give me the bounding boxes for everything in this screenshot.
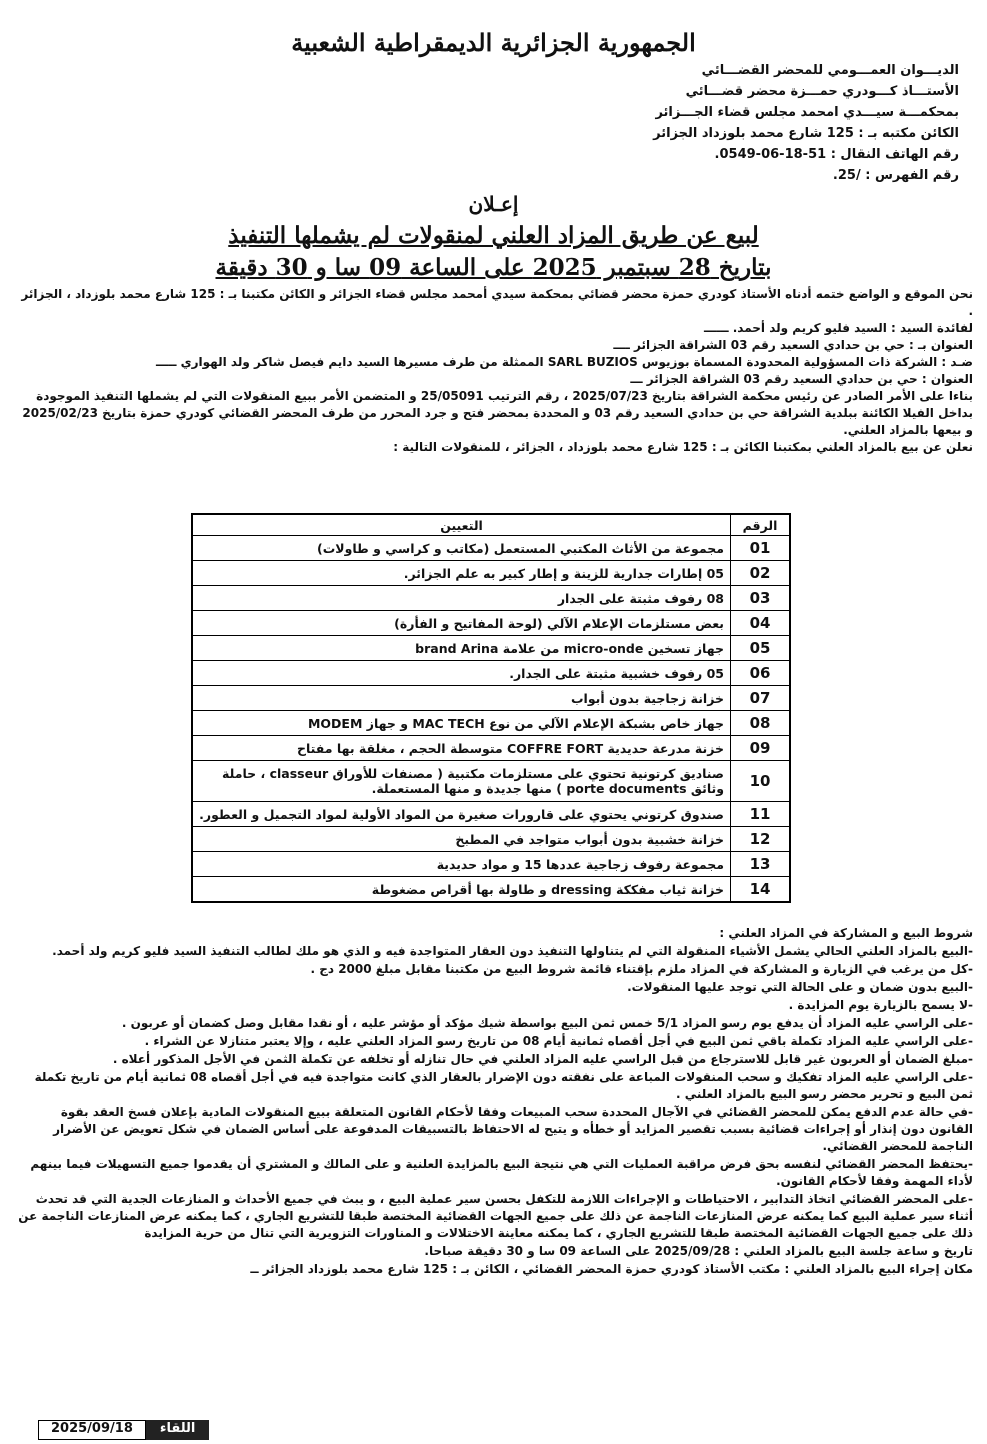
header-line: رقم الهاتف النقال : 51-18-06-0549.: [714, 147, 959, 162]
item-number: 13: [731, 852, 791, 877]
sale-conditions: [14, 925, 973, 1279]
item-number: 11: [731, 802, 791, 827]
condition-line: -يحتفظ المحضر القضائي لنفسه بحق فرض مراقبة العمليات التي هي نتيجة البيع بالمزايدة العلنية و على المالك و المشتري أن يقدموا جميع التسهيلات فيما بينهم لأداء المهمة وفقا لأحكام القانون.: [30, 1157, 973, 1188]
condition-line: -على الراسي عليه المزاد تفكيك و سحب المنقولات المباعة على نفقته دون الإضرار بالعقار الذي كانت متواجدة فيه في أجل أقصاه 08 ثمانية أيام من تاريخ تكملة ثمن البيع و تحرير محضر رسو البيع بالمزاد العلني .: [34, 1070, 973, 1101]
notice-title-line2: بتاريخ 28 سبتمبر 2025 على الساعة 09 سا و 30 دقيقة: [215, 254, 772, 281]
item-description: خزانة زجاجية بدون أبواب: [192, 686, 731, 711]
item-description: خزنة مدرعة حديدية COFFRE FORT متوسطة الحجم ، مغلقة بها مفتاح: [192, 736, 731, 761]
header-line: الأستـــاذ كـــودري حمـــزة محضر قضـــائي: [685, 84, 959, 99]
intro-line: ضـد : الشركة ذات المسؤولية المحدودة المسماة بوزيوس SARL BUZIOS الممثلة من طرف مسيرها السيد دايم فيصل شاكر ولد الهواري ـــــ: [155, 355, 973, 369]
newspaper-name: اللقاء: [146, 1420, 210, 1440]
condition-line: -في حالة عدم الدفع يمكن للمحضر القضائي في الآجال المحددة سحب المبيعات وفقا لأحكام القانون المتعلقة ببيع المنقولات المادية بإعلان فسخ العقد بقوة القانون دون إنذار أو إجراءات قضائية بسبب تقصير المزايد أو خطأه و يتيح له الاحتفاظ بالتسبيقات المدفوعة على أساس الضمان في شكل تعويض عن الأضرار الناجمة للمحضر القضائي.: [53, 1105, 973, 1153]
item-number: 12: [731, 827, 791, 852]
item-number: 03: [731, 586, 791, 611]
header-line: الكائن مكتبه بـ : 125 شارع محمد بلوزداد الجزائر: [653, 126, 959, 141]
table-header-row: [192, 514, 790, 536]
item-number: 05: [731, 636, 791, 661]
header-line: رقم الفهرس : /25.: [832, 168, 959, 183]
intro-line: العنوان : حي بن حدادي السعيد رقم 03 الشراقة الجزائر ـــ: [630, 372, 973, 386]
table-row: [192, 711, 790, 736]
sale-datetime: تاريخ و ساعة جلسة البيع بالمزاد العلني : 2025/09/28 على الساعة 09 سا و 30 دقيقة صباحا.: [424, 1244, 973, 1258]
condition-line: -البيع بدون ضمان و على الحالة التي توجد عليها المنقولات.: [627, 980, 973, 994]
table-row: [192, 827, 790, 852]
table-row: [192, 852, 790, 877]
intro-line: نعلن عن بيع بالمزاد العلني بمكتبنا الكائن بـ : 125 شارع محمد بلوزداد ، الجزائر ، للمنقولات التالية :: [393, 440, 973, 454]
notice-title-line1: لبيع عن طريق المزاد العلني لمنقولات لم يشملها التنفيذ: [228, 222, 759, 249]
condition-line: -كل من يرغب في الزيارة و المشاركة في المزاد ملزم بإقتناء قائمة شروط البيع من مكتبنا مقابل مبلغ 2000 دج .: [310, 962, 973, 976]
table-row: [192, 636, 790, 661]
header-line: الديـــوان العمـــومي للمحضر القضـــائي: [701, 63, 959, 78]
item-number: 01: [731, 536, 791, 561]
table-row: [192, 877, 790, 903]
table-row: [192, 561, 790, 586]
intro-paragraphs: [14, 286, 973, 456]
republic-title: الجمهورية الجزائرية الديمقراطية الشعبية: [291, 28, 696, 57]
item-description: خزانة ثياب مفككة dressing و طاولة بها أقراص مضغوطة: [192, 877, 731, 903]
table-row: [192, 586, 790, 611]
item-number: 06: [731, 661, 791, 686]
item-number: 02: [731, 561, 791, 586]
item-number: 07: [731, 686, 791, 711]
item-number: 09: [731, 736, 791, 761]
header-line: بمحكمـــة سيـــدي امحمد مجلس قضاء الجـــزائر: [655, 105, 959, 120]
item-description: بعض مستلزمات الإعلام الآلي (لوحة المفاتيح و الفأرة): [192, 611, 731, 636]
item-number: 08: [731, 711, 791, 736]
item-description: جهاز تسخين micro-onde من علامة brand Arina: [192, 636, 731, 661]
condition-line: -مبلغ الضمان أو العربون غير قابل للاسترجاع من قبل الراسي عليه المزاد العلني في حال تنازله أو تخلفه عن تكملة الثمن في الأجل المذكور أعلاه .: [112, 1052, 973, 1066]
table-row: [192, 611, 790, 636]
condition-line: -لا يسمح بالزيارة يوم المزايدة .: [788, 998, 973, 1012]
intro-line: لفائدة السيد : السيد فليو كريم ولد أحمد. ــــــ: [703, 321, 973, 335]
col-num-header: الرقم: [731, 514, 791, 536]
col-desc-header: التعيين: [192, 514, 731, 536]
table-row: [192, 736, 790, 761]
table-row: [192, 802, 790, 827]
item-number: 10: [731, 761, 791, 802]
condition-line: -على الراسي عليه المزاد أن يدفع يوم رسو المزاد 5/1 خمس ثمن البيع بواسطة شيك مؤكد أو مؤشر عليه ، أو نقدا مقابل وصل كضمان أو عربون .: [121, 1016, 973, 1030]
table-row: [192, 661, 790, 686]
item-number: 14: [731, 877, 791, 903]
item-description: مجموعة من الأثاث المكتبي المستعمل (مكاتب و كراسي و طاولات): [192, 536, 731, 561]
sale-location: مكان إجراء البيع بالمزاد العلني : مكتب الأستاذ كودري حمزة المحضر القضائي ، الكائن بـ : 125 شارع محمد بلوزداد الجزائر ــ: [250, 1262, 973, 1276]
condition-line: -على الراسي عليه المزاد تكملة باقي ثمن البيع في أجل أقصاه ثمانية أيام 08 من تاريخ رسو المزاد العلني عليه ، وإلا يعتبر متنازلا عن الشراء .: [144, 1034, 973, 1048]
table-row: [192, 536, 790, 561]
item-description: 05 إطارات جدارية للزينة و إطار كبير به علم الجزائر.: [192, 561, 731, 586]
table-row: [192, 761, 790, 802]
item-description: صندوق كرتوني يحتوي على قارورات صغيرة من المواد الأولية لمواد التجميل و العطور.: [192, 802, 731, 827]
item-description: مجموعة رفوف زجاجية عددها 15 و مواد حديدية: [192, 852, 731, 877]
condition-line: -البيع بالمزاد العلني الحالي يشمل الأشياء المنقولة التي لم يتناولها التنفيذ دون العقار المتواجدة فيه و الذي هو ملك لطالب التنفيذ السيد فليو كريم ولد أحمد.: [52, 944, 973, 958]
bailiff-header: [399, 60, 959, 186]
intro-line: بناءا على الأمر الصادر عن رئيس محكمة الشراقة بتاريخ 2025/07/23 ، رقم الترتيب 25/05091 و المتضمن الأمر ببيع المنقولات التي لم يشملها التنفيذ الموجودة بداخل الفيلا الكائنة ببلدية الشراقة حي بن حدادي السعيد رقم 03 و المحددة بمحضر فتح و جرد المحرر من طرف المحضر القضائي كودري حمزة بتاريخ 2025/02/23 و بيعها بالمزاد العلني.: [22, 389, 973, 437]
conditions-heading: شروط البيع و المشاركة في المزاد العلني :: [719, 926, 973, 940]
item-description: جهاز خاص بشبكة الإعلام الآلي من نوع MAC TECH و جهاز MODEM: [192, 711, 731, 736]
item-description: خزانة خشبية بدون أبواب متواجد في المطبخ: [192, 827, 731, 852]
intro-line: نحن الموقع و الواضع ختمه أدناه الأستاذ كودري حمزة محضر قضائي بمحكمة سيدي أمحمد مجلس قضاء الجزائر و الكائن مكتبنا بـ : 125 شارع محمد بلوزداد ، الجزائر .: [21, 287, 973, 318]
item-description: صناديق كرتونية تحتوي على مستلزمات مكتبية ( مصنفات للأوراق classeur ، حاملة وثائق porte documents ) منها جديدة و منها المستعملة.: [192, 761, 731, 802]
notice-heading: إعـلان: [468, 192, 519, 216]
item-description: 08 رفوف مثبتة على الجدار: [192, 586, 731, 611]
item-description: 05 رفوف خشبية مثبتة على الجدار.: [192, 661, 731, 686]
condition-line: -على المحضر القضائي اتخاذ التدابير ، الاحتياطات و الإجراءات اللازمة للتكفل بحسن سير عملية البيع ، و يبث في جميع الأحداث و المنازعات الجدية التي قد تحدث أثناء سير عملية البيع كما يمكنه عرض المنازعات الناجمة عن ذلك على جميع الجهات القضائية المختصة طبقا للتشريع الجاري ، كما يمكنه عرض المنازعات الناجمة عن ذلك على جميع الجهات القضائية المختصة طبقا للتشريع الجاري ، كما يمكنه معاينة الاختلالات و المناورات التزويرية التي تنال من حرية المزايدة: [18, 1192, 973, 1240]
newspaper-footer: [30, 1420, 209, 1440]
items-table: [191, 513, 791, 903]
intro-line: العنوان بـ : حي بن حدادي السعيد رقم 03 الشراقة الجزائر ــــ: [613, 338, 973, 352]
publication-date: 2025/09/18: [38, 1420, 146, 1440]
table-row: [192, 686, 790, 711]
item-number: 04: [731, 611, 791, 636]
